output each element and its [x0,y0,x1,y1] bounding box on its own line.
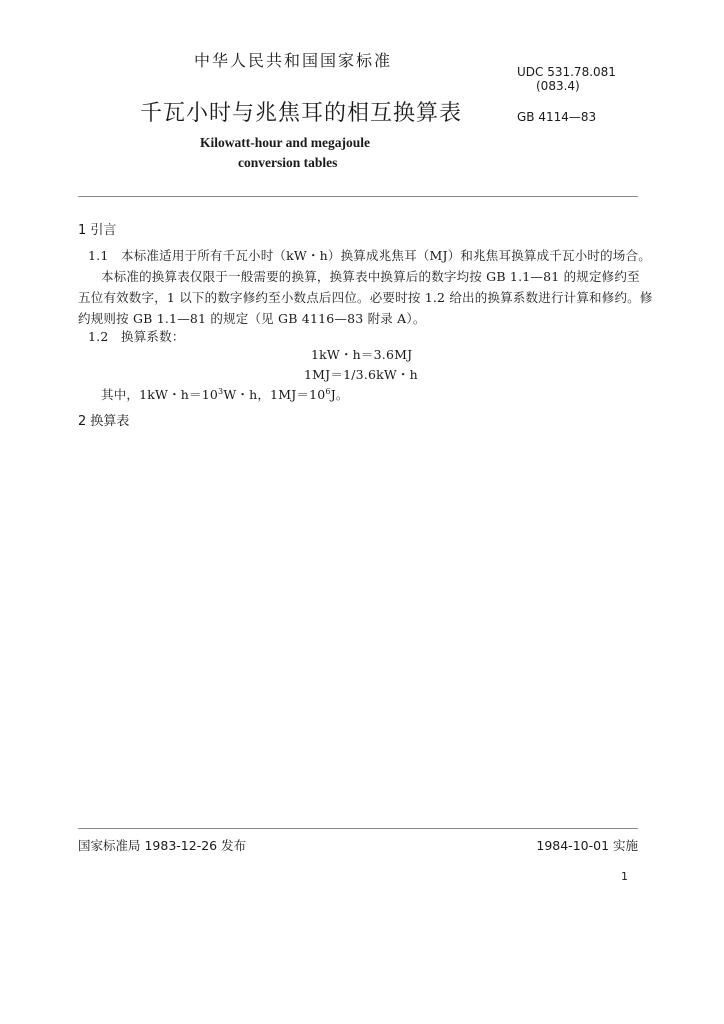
effective-date: 1984-10-01 实施 [536,838,638,853]
paragraph-line: 约规则按 GB 1.1—81 的规定（见 GB 4116—83 附录 A）。 [78,311,426,326]
paragraph-line: 本标准的换算表仅限于一般需要的换算，换算表中换算后的数字均按 GB 1.1—81 的规定修约至 [101,269,640,284]
clause-1-1 [88,245,651,266]
section1-heading: 1 引言 [78,223,117,238]
footer-divider [78,828,638,829]
section2-heading: 2 换算表 [78,414,130,429]
standard-code: GB 4114—83 [517,110,597,124]
english-title-line2: conversion tables [238,155,338,170]
exponent: 6 [325,387,331,396]
clause-1-1-number: 1.1 [88,248,109,263]
unit-note: 其中，1kW・$h=10^3W$・h，$1MJ=10^6J$。 [101,387,349,402]
page-number: 1 [621,870,628,883]
clause-1-2-number: 1.2 [88,329,109,344]
clause-1-2 [88,326,185,347]
formula-kwh-to-mj: 1kW・h＝3.6MJ [311,347,413,362]
english-title-line1: Kilowatt-hour and megajoule [200,135,371,150]
exponent: 3 [218,387,224,396]
issuer: 中华人民共和国国家标准 [194,51,393,70]
udc-code-subline: (083.4) [536,79,580,93]
header-divider [78,196,638,197]
clause-1-1-text: 本标准适用于所有千瓦小时（kW・h）换算成兆焦耳（MJ）和兆焦耳换算成千瓦小时的场合。 [121,248,651,263]
udc-code: UDC 531.78.081 [517,65,616,79]
formula-mj-to-kwh: 1MJ＝1/3.6kW・h [304,367,418,382]
page-title: 千瓦小时与兆焦耳的相互换算表 [140,101,463,126]
paragraph-line: 五位有效数字，1 以下的数字修约至小数点后四位。必要时按 1.2 给出的换算系数进行计算和修约。修 [78,290,653,305]
issue-date: 国家标准局 1983-12-26 发布 [78,838,247,853]
clause-1-2-text: 换算系数： [121,329,185,344]
